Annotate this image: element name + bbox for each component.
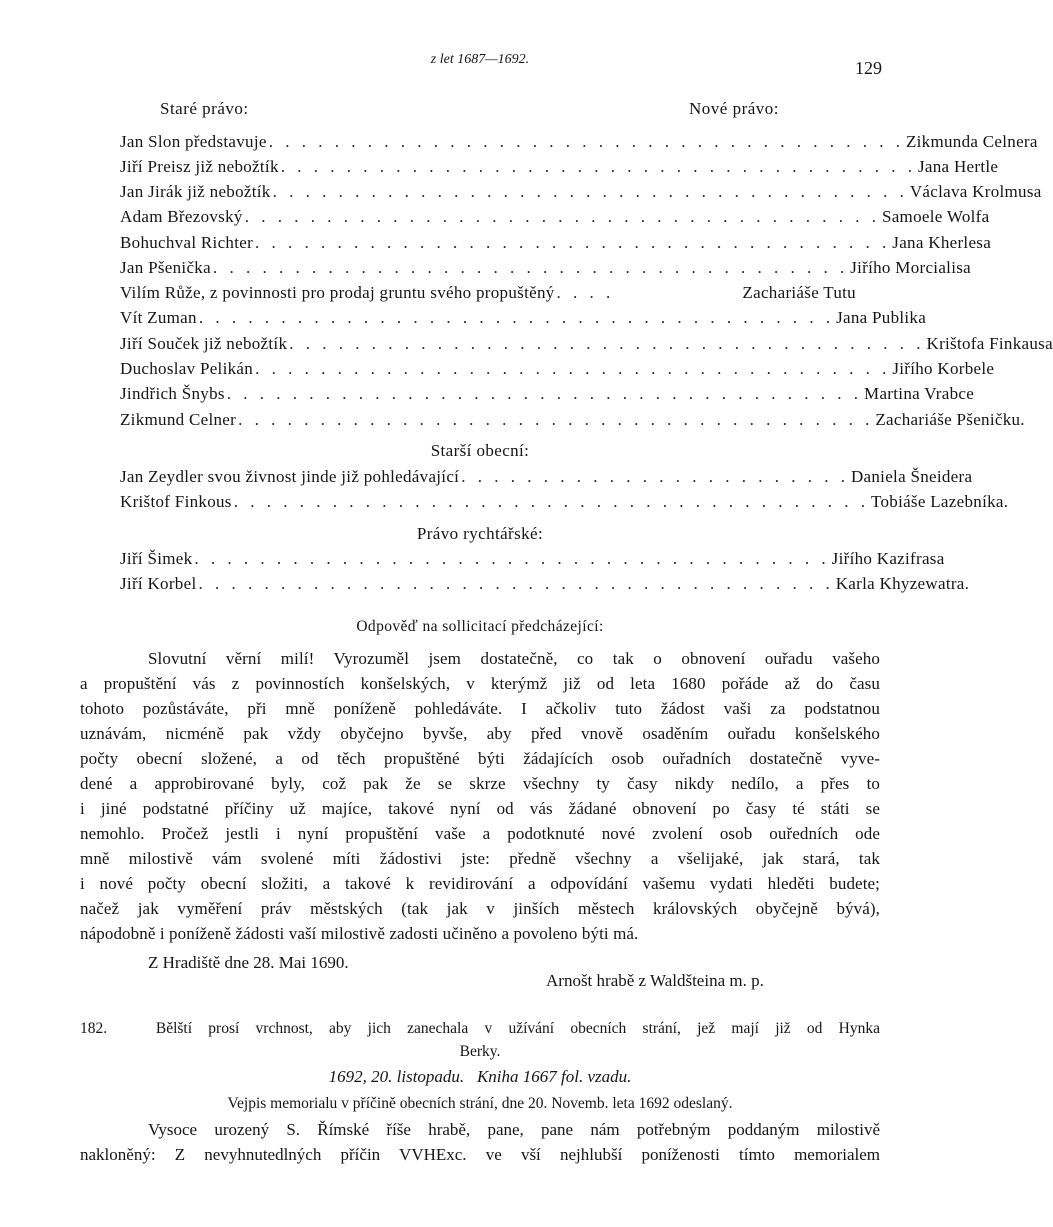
paragraph-line: Vysoce urozený S. Římské říše hrabě, pane, pane nám potřebným poddaným milostivě	[148, 1120, 880, 1139]
old-council-member: Duchoslav Pelikán	[120, 359, 254, 378]
paragraph-line: i jiné podstatné příčiny už majíce, takové nyní od vás žádané obnovení po časy té státi se	[80, 799, 880, 818]
table-row	[120, 334, 1053, 359]
new-council-member: Jiřího Korbele	[892, 359, 995, 378]
paragraph-line: nemohlo. Pročež jestli i nyní propuštění vaše a podotknuté nové zvolení osob ouředních ode	[80, 824, 880, 843]
leader-dots: . . . . . . . . . . . . . . . . . . . . . . . . . . . . . . . . . . . . . . .	[280, 157, 916, 176]
paragraph-line: i nové počty obecní složiti, a takové k revidirování a odpovídání vašemu vydati hleděti budete;	[80, 874, 880, 893]
new-council-member: Jana Kherlesa	[892, 233, 992, 252]
new-council-member: Zachariáše Pšeničku.	[875, 410, 1025, 429]
column-heading-old-council: Staré právo:	[160, 99, 249, 118]
new-council-member: Zachariáše Tutu	[742, 283, 856, 302]
column-heading-new-council: Nové právo:	[689, 99, 780, 118]
new-council-member: Jana Hertle	[918, 157, 999, 176]
paragraph-line: načež jak vyměření práv městských (tak jak v jinších městech královských obyčejně bývá),	[80, 899, 880, 918]
leader-dots: . . . . . . . . . . . . . . . . . . . . . . . . . . . . . . . . . . . . . . .	[238, 410, 874, 429]
paragraph-line: tohoto pozůstáváte, při mně poníženě pohledáváte. I ačkoliv tuto žádost vaši za podstatnou	[80, 699, 880, 718]
leader-dots: . . . . . . . . . . . . . . . . . . . . . . . . . . . . . . . . . . . . . . .	[268, 132, 904, 151]
leader-dots: . . . . . . . . . . . . . . . . . . . . . . . . . . . . . . . . . . . . . . .	[198, 308, 835, 327]
old-magistrate: Jiří Korbel	[120, 574, 197, 593]
table-row	[120, 308, 927, 333]
new-council-member: Jana Publika	[836, 308, 927, 327]
paragraph-line: počty obecní složené, a od těch propuštěné býti žádajících osob ouřadních dostatečně vyve-	[80, 749, 880, 768]
document-dating	[80, 1065, 880, 1088]
table-row	[120, 132, 1038, 157]
old-elder: Krištof Finkous	[120, 492, 232, 511]
paragraph-line: uznávám, nicméně pak vždy obyčejno byvše, aby před vnově osaděním ouřadu konšelského	[80, 724, 880, 743]
table-row	[120, 258, 971, 283]
leader-dots: . . . . . . . . . . . . . . . . . . . . . . . . . . . . . . . . . . . . . . .	[255, 359, 891, 378]
table-row	[120, 492, 1009, 517]
leader-dots: . . . . . . . . . . . . . . . . . . . . . . . . . . . . . . . . . . . . . . .	[244, 207, 880, 226]
old-magistrate: Jiří Šimek	[120, 549, 193, 568]
leader-dots: . . . . . . . . . . . . . . . . . . . . . . . . . . . . . . . . . . . . . . .	[194, 549, 830, 568]
running-header: z let 1687—1692.	[430, 52, 530, 67]
old-council-member: Jan Slon představuje	[120, 132, 267, 151]
reply-body	[80, 646, 880, 946]
new-council-member: Samoele Wolfa	[881, 207, 990, 226]
new-council-member: Krištofa Finkausa	[926, 334, 1053, 353]
paragraph-line: Slovutní věrní milí! Vyrozuměl jsem dostatečně, co tak o obnovení ouřadu vašeho	[148, 649, 880, 668]
old-council-member: Jan Jirák již nebožtík	[120, 182, 271, 201]
leader-dots: . . . . . . . . . . . . . . . . . . . . . . . . . . . . . . . . . . . . . . .	[272, 182, 908, 201]
document-date: 1692, 20. listopadu.	[328, 1067, 465, 1086]
section-heading-mayor: Právo rychtářské:	[416, 524, 544, 543]
document-subheading: Vejpis memorialu v příčině obecních strání, dne 20. Novemb. leta 1692 odeslaný.	[227, 1095, 733, 1112]
new-elder: Daniela Šneidera	[850, 467, 973, 486]
old-elder: Jan Zeydler svou živnost jinde již pohledávající	[120, 467, 460, 486]
old-council-member: Bohuchval Richter	[120, 233, 254, 252]
leader-dots: . . . . . . . . . . . . . . . . . . . . . . . . . . . . . . . . . . . . . . .	[289, 334, 925, 353]
document-182	[80, 1017, 880, 1167]
new-council-member: Zikmunda Celnera	[905, 132, 1038, 151]
page-number: 129	[855, 58, 882, 78]
old-council-member: Jiří Preisz již nebožtík	[120, 157, 279, 176]
leader-dots: . . . . . . . . . . . . . . . . . . . . . . . . . . . . . . . . . . . . . . .	[212, 258, 849, 277]
leader-dots: . . . . . . . . . . . . . . . . . . . . . . . .	[461, 467, 849, 486]
paragraph-line: mně milostivě vám svolené míti žádostivi jste: předně všechny a všelijaké, jak stará, tak	[80, 849, 880, 868]
document-title-line-1: Bělští prosí vrchnost, aby jich zanechala v užívání obecních strání, jež mají již od Hynka	[155, 1020, 880, 1037]
paragraph-line: nápodobně i poníženě žádosti vaší milostivě zadosti učiněno a povoleno býti má.	[80, 924, 639, 943]
table-row	[120, 182, 1042, 207]
table-row	[120, 574, 970, 599]
table-row	[120, 207, 990, 232]
leader-dots: . . . .	[556, 283, 615, 302]
paragraph-line: dené a approbirované byly, což pak že se skrze všechny ty časy nikdy nedílo, a přes to	[80, 774, 880, 793]
old-council-member: Jindřich Šnybs	[120, 384, 225, 403]
table-row	[120, 157, 999, 182]
document-number: 182.	[80, 1020, 108, 1037]
old-council-member: Adam Březovský	[120, 207, 243, 226]
leader-dots: . . . . . . . . . . . . . . . . . . . . . . . . . . . . . . . . . . . . . . .	[226, 384, 863, 403]
document-title	[80, 1017, 880, 1040]
reply-heading: Odpověď na sollicitací předcházející:	[356, 618, 604, 635]
old-council-member: Vilím Růže, z povinnosti pro prodaj gruntu svého propuštěný	[120, 283, 555, 302]
new-magistrate: Jiřího Kazifrasa	[831, 549, 945, 568]
document-title-line-2: Berky.	[459, 1043, 501, 1060]
table-row	[120, 384, 975, 409]
old-council-member: Vít Zuman	[120, 308, 197, 327]
new-elder: Tobiáše Lazebníka.	[870, 492, 1009, 511]
new-magistrate: Karla Khyzewatra.	[835, 574, 970, 593]
table-row	[120, 467, 973, 492]
paragraph-line: a propuštění vás z povinnostích konšelských, v kterýmž již od leta 1680 pořáde až do času	[80, 674, 880, 693]
new-council-member: Martina Vrabce	[864, 384, 975, 403]
old-council-member: Zikmund Celner	[120, 410, 237, 429]
leader-dots: . . . . . . . . . . . . . . . . . . . . . . . . . . . . . . . . . . . . . . .	[233, 492, 869, 511]
table-row	[120, 549, 945, 574]
section-heading-elders: Starší obecní:	[430, 441, 530, 460]
leader-dots: . . . . . . . . . . . . . . . . . . . . . . . . . . . . . . . . . . . . . . .	[198, 574, 834, 593]
reply-date: Z Hradiště dne 28. Mai 1690.	[148, 953, 349, 972]
table-row	[120, 233, 992, 258]
old-council-member: Jiří Souček již nebožtík	[120, 334, 288, 353]
new-council-member: Václava Krolmusa	[909, 182, 1042, 201]
old-council-member: Jan Pšenička	[120, 258, 211, 277]
table-row	[120, 283, 856, 308]
paragraph-line: nakloněný: Z nevyhnutedlných příčin VVHExc. ve vší nejhlubší poníženosti tímto memorialem	[80, 1145, 880, 1164]
table-row	[120, 359, 995, 384]
document-source: Kniha 1667 fol. vzadu.	[476, 1067, 632, 1086]
leader-dots: . . . . . . . . . . . . . . . . . . . . . . . . . . . . . . . . . . . . . . .	[255, 233, 891, 252]
table-row	[120, 410, 1025, 435]
new-council-member: Jiřího Morcialisa	[850, 258, 971, 277]
reply-signature: Arnošt hrabě z Waldšteina m. p.	[546, 971, 764, 990]
